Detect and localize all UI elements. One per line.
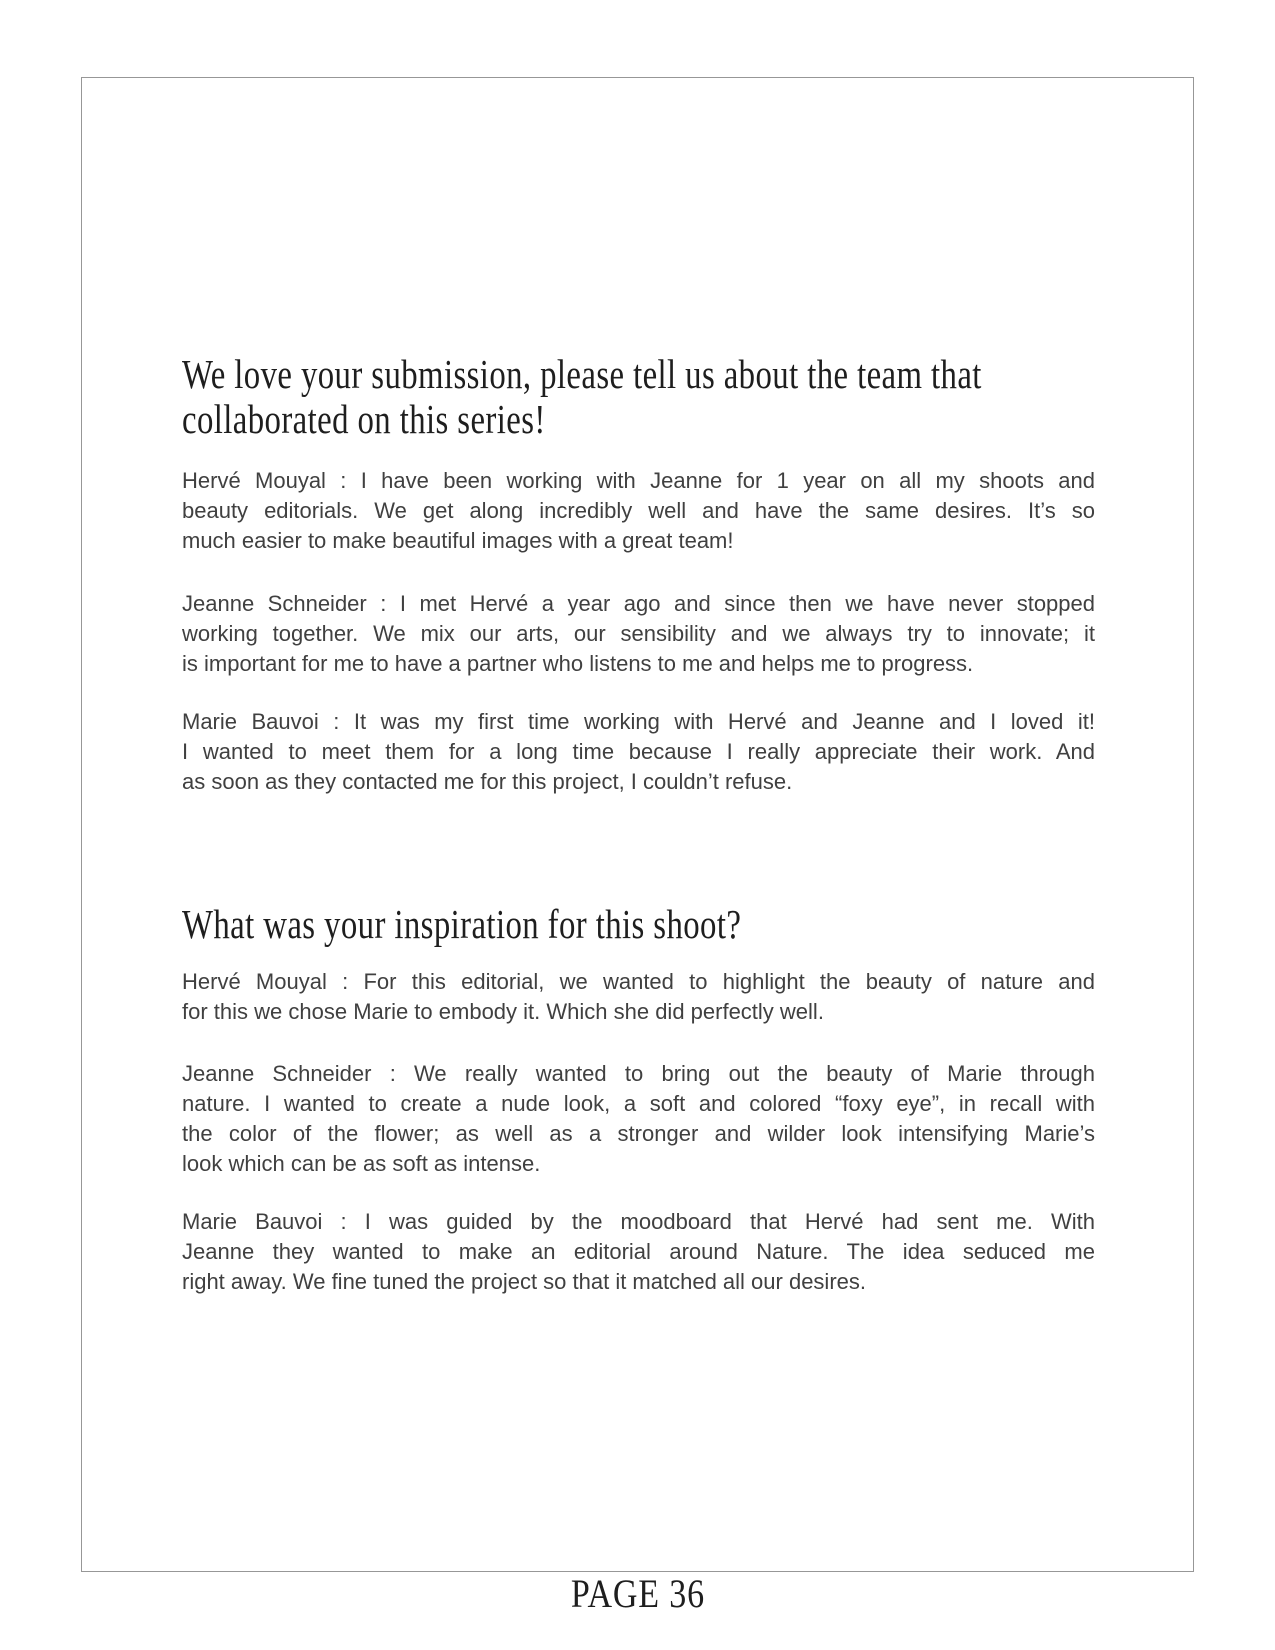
text-line: working together. We mix our arts, our sensibility and we always try to innovate; it — [182, 621, 1095, 646]
text-line: beauty editorials. We get along incredibly well and have the same desires. It’s so — [182, 498, 1095, 523]
text-line: the color of the flower; as well as a stronger and wilder look intensifying Marie’s — [182, 1121, 1095, 1146]
answer-marie-team — [182, 707, 1095, 797]
answer-herve-inspiration — [182, 967, 1095, 1027]
page-number — [0, 1571, 1275, 1616]
text-line: much easier to make beautiful images with a great team! — [182, 528, 734, 553]
text-line: as soon as they contacted me for this project, I couldn’t refuse. — [182, 769, 793, 794]
text-line: nature. I wanted to create a nude look, a soft and colored “foxy eye”, in recall with — [182, 1091, 1095, 1116]
answer-marie-inspiration — [182, 1207, 1095, 1297]
page-border-frame — [81, 77, 1194, 1572]
text-line: We love your submission, please tell us about the team that — [182, 351, 982, 397]
answer-jeanne-team — [182, 589, 1095, 679]
text-line: Jeanne Schneider : We really wanted to bring out the beauty of Marie through — [182, 1061, 1095, 1086]
question-heading-team — [182, 352, 1095, 442]
text-line: Hervé Mouyal : For this editorial, we wanted to highlight the beauty of nature and — [182, 969, 1095, 994]
text-line: is important for me to have a partner who listens to me and helps me to progress. — [182, 651, 974, 676]
text-line: Marie Bauvoi : I was guided by the moodboard that Hervé had sent me. With — [182, 1209, 1095, 1234]
text-line: Jeanne they wanted to make an editorial around Nature. The idea seduced me — [182, 1239, 1095, 1264]
text-line: What was your inspiration for this shoot? — [182, 901, 742, 947]
text-line: right away. We fine tuned the project so that it matched all our desires. — [182, 1269, 866, 1294]
text-line: Hervé Mouyal : I have been working with Jeanne for 1 year on all my shoots and — [182, 468, 1095, 493]
answer-jeanne-inspiration — [182, 1059, 1095, 1179]
text-line: I wanted to meet them for a long time because I really appreciate their work. And — [182, 739, 1095, 764]
page-number-text: PAGE 36 — [570, 1571, 705, 1616]
text-line: for this we chose Marie to embody it. Which she did perfectly well. — [182, 999, 824, 1024]
text-line: collaborated on this series! — [182, 396, 546, 442]
text-line: look which can be as soft as intense. — [182, 1151, 541, 1176]
question-heading-inspiration — [182, 902, 1095, 947]
text-line: Jeanne Schneider : I met Hervé a year ago and since then we have never stopped — [182, 591, 1095, 616]
text-line: Marie Bauvoi : It was my first time working with Hervé and Jeanne and I loved it! — [182, 709, 1095, 734]
answer-herve-team — [182, 466, 1095, 556]
